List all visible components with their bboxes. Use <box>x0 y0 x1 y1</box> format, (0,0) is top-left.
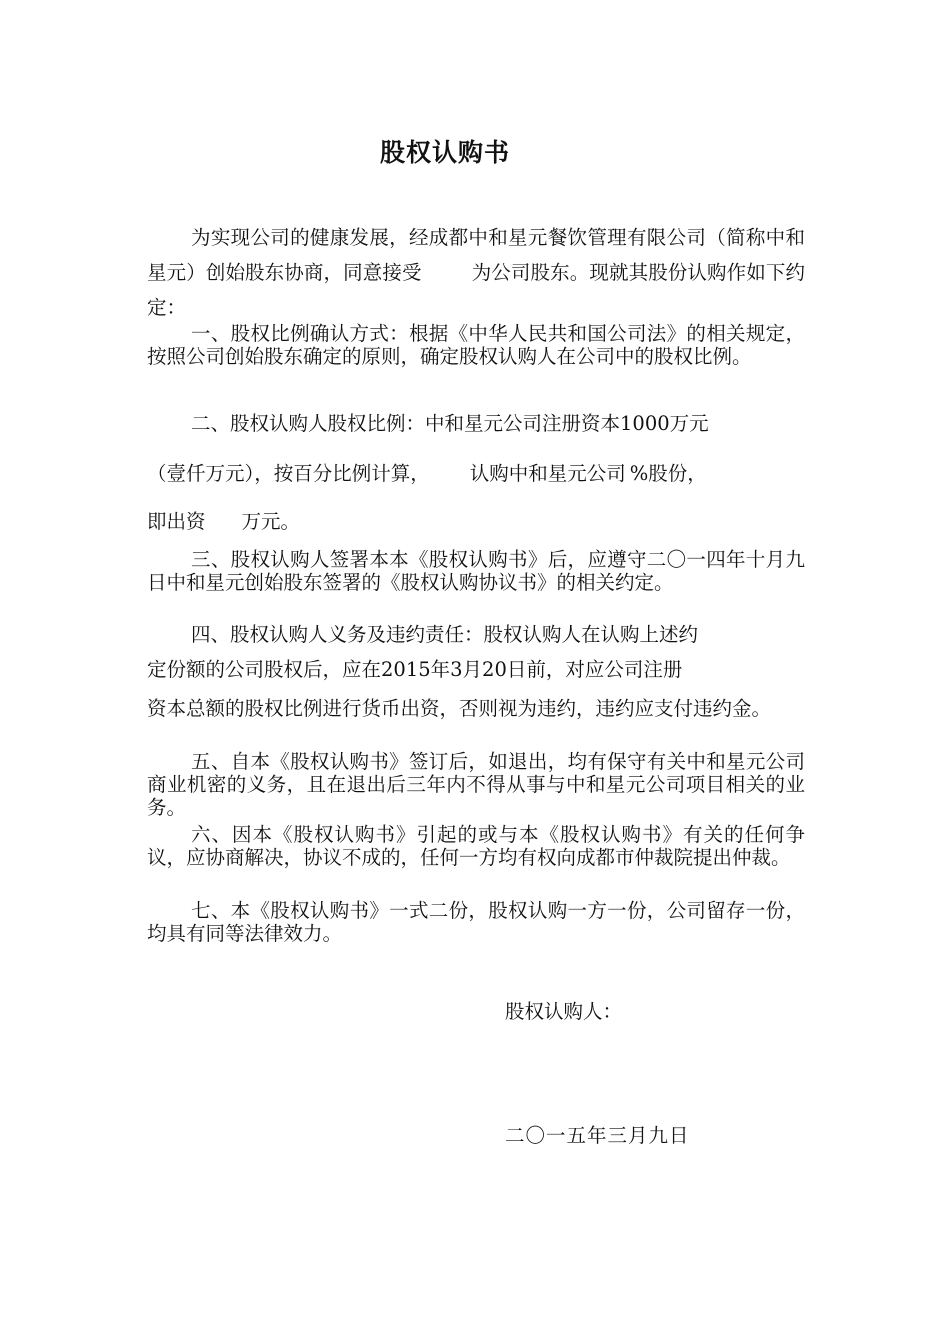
clause-2-text-d: 即出资 <box>147 510 206 533</box>
clause-4-line-2: 定份额的公司股权后，应在2015年3月20日前，对应公司注册 <box>147 658 683 681</box>
intro-text-part2: 为公司股东。现就其股份认购作如下约定： <box>147 261 805 319</box>
clause-2-line-3 <box>147 508 805 536</box>
clause-4-line-3: 资本总额的股权比例进行货币出资，否则视为违约，违约应支付违约金。 <box>147 697 772 720</box>
clause-1: 一、股权比例确认方式：根据《中华人民共和国公司法》的相关规定，按照公司创始股东确定的原则，确定股权认购人在公司中的股权比例。 <box>147 322 805 368</box>
clause-4-line-1: 四、股权认购人义务及违约责任：股权认购人在认购上述约 <box>191 623 699 646</box>
signing-date: 二〇一五年三月九日 <box>505 1124 690 1147</box>
clause-2-line-2 <box>147 460 805 488</box>
clause-5: 五、自本《股权认购书》签订后，如退出，均有保守有关中和星元公司商业机密的义务，且在退出后三年内不得从事与中和星元公司项目相关的业务。 <box>147 750 805 819</box>
clause-2-text-b: 认购中和星元公司 <box>469 462 626 485</box>
clause-7: 七、本《股权认购书》一式二份，股权认购一方一份，公司留存一份，均具有同等法律效力。 <box>147 899 805 945</box>
document-title: 股权认购书 <box>379 138 510 167</box>
clause-2-text-c: %股份， <box>629 462 707 485</box>
clause-2-text-e: 万元。 <box>241 510 301 533</box>
intro-text-part1: 为实现公司的健康发展，经成都中和星元餐饮管理有限公司（简称中和星元）创始股东协商，同意接受 <box>147 226 805 284</box>
clause-2-line-1: 二、股权认购人股权比例：中和星元公司注册资本1000万元 <box>191 412 709 435</box>
clause-3: 三、股权认购人签署本本《股权认购书》后，应遵守二〇一四年十月九日中和星元创始股东签署的《股权认购协议书》的相关约定。 <box>147 548 805 594</box>
signer-label: 股权认购人： <box>505 1000 623 1023</box>
intro-paragraph <box>147 220 805 325</box>
clause-6: 六、因本《股权认购书》引起的或与本《股权认购书》有关的任何争议，应协商解决，协议不成的，任何一方均有权向成都市仲裁院提出仲裁。 <box>147 823 805 869</box>
clause-2-text-a: （壹仟万元），按百分比例计算， <box>147 462 430 485</box>
